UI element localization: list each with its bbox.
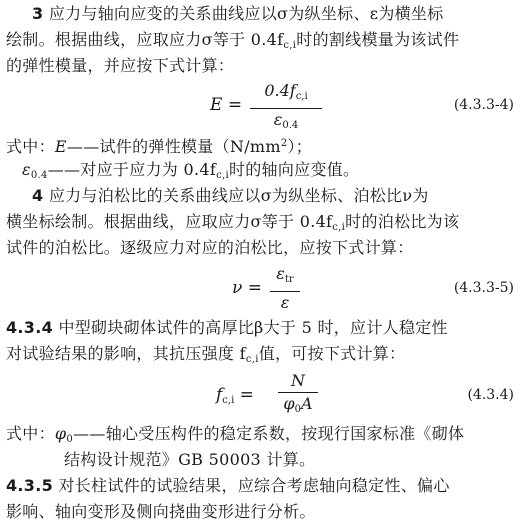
para-4-line-2: 横坐标绘制。根据曲线，应取应力σ等于 $0.4f_{c,i}$时的泊松比为该	[6, 212, 460, 233]
section-4-3-4-line-1: 4.3.4 中型砌块砌体试件的高厚比β大于 5 时，应计人稳定性	[6, 318, 448, 337]
section-4-3-4-line-2: 对试验结果的影响，其抗压强度 $f_{c,i}$值，可按下式计算：	[6, 344, 406, 365]
definition-E: 式中：E——试件的弹性模量$(N/mm^2)$；	[6, 137, 313, 156]
section-number-4-3-4: 4.3.4	[6, 318, 54, 337]
item-number-4: 4	[32, 186, 44, 205]
equation-number: (4.3.4)	[467, 387, 514, 403]
equation-lhs: ν =	[232, 278, 262, 298]
equation-fraction: $\varepsilon_{tr}$ ε	[270, 264, 300, 313]
section-number-4-3-5: 4.3.5	[6, 476, 54, 495]
para-4-line-1: 4 应力与泊松比的关系曲线应以σ为纵坐标、泊松比ν为	[32, 186, 429, 205]
definition-phi0-cont: 结构设计规范》GB 50003 计算。	[64, 450, 316, 469]
equation-number: (4.3.3-4)	[453, 97, 514, 113]
section-4-3-5-line-1: 4.3.5 对长柱试件的试验结果，应综合考虑轴向稳定性、偏心	[6, 476, 450, 495]
equation-fraction: $0.4f_{c,i}$ $\varepsilon_{0.4}$	[250, 81, 322, 136]
equation-number: (4.3.3-5)	[453, 280, 514, 296]
equation-fraction: N $\varphi_0A$	[278, 371, 318, 420]
definition-phi0: 式中：$\varphi_0——$轴心受压构件的稳定系数，按现行国家标准《砌体	[6, 424, 465, 445]
para-3-line-1: 3 应力与轴向应变的关系曲线应以σ为纵坐标、ε为横坐标	[32, 4, 444, 23]
para-3-line-2: 绘制。根据曲线，应取应力σ等于 $0.4f_{c,i}$时的割线模量为该试件	[6, 30, 460, 51]
equation-lhs: $f_{c,i}$ =	[216, 385, 254, 406]
section-4-3-5-line-2: 影响、轴向变形及侧向挠曲变形进行分析。	[6, 502, 316, 521]
para-4-line-3: 试件的泊松比。逐级应力对应的泊松比，应按下式计算：	[6, 238, 414, 257]
item-number-3: 3	[32, 4, 44, 23]
equation-lhs: E =	[210, 95, 243, 115]
definition-epsilon: $\varepsilon_{0.4}——$对应于应力为 $0.4f_{c,i}$时的轴向应变值。	[22, 160, 360, 181]
para-3-line-3: 的弹性模量，并应按下式计算：	[6, 56, 235, 75]
